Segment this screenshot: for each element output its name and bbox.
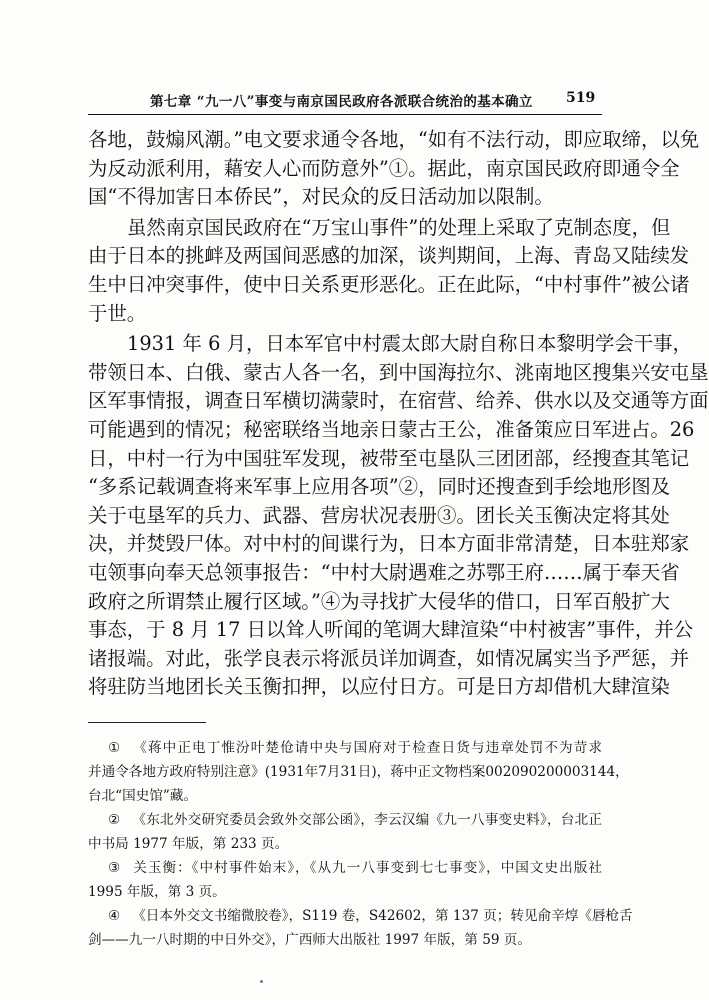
text-line: 关于屯垦军的兵力、武器、营房状况表册③。团长关玉衡决定将其处 xyxy=(88,503,670,527)
chapter-running-head: 第七章 “九一八”事变与南京国民政府各派联合统治的基本确立 xyxy=(150,94,533,110)
text-line: 诸报端。对此，张学良表示将派员详加调查，如情况属实当予严惩，并 xyxy=(88,646,690,670)
footnote-mark: ③ xyxy=(108,860,122,876)
text-line: 生中日冲突事件，使中日关系更形恶化。正在此际，“中村事件”被公诸 xyxy=(88,272,690,296)
footnotes xyxy=(88,736,633,952)
footnote-text: 剑——九一八时期的中日外交》，广西师大出版社 1997 年版，第 59 页。 xyxy=(88,932,531,948)
header-rule xyxy=(88,114,602,115)
footnote xyxy=(88,736,629,808)
footnote-text: 关玉衡：《中村事件始末》，《从九一八事变到七七事变》，中国文史出版社 xyxy=(133,860,602,876)
text-line: 可能遇到的情况；秘密联络当地亲日蒙古王公，准备策应日军进占。26 xyxy=(88,417,695,441)
footnote xyxy=(88,856,602,904)
footnote-text: 中书局 1977 年版，第 233 页。 xyxy=(88,836,289,852)
footnote xyxy=(88,904,633,952)
page-number: 519 xyxy=(566,90,596,106)
text-line: 由于日本的挑衅及两国间恶感的加深，谈判期间，上海、青岛又陆续发 xyxy=(88,244,690,268)
footnote-mark: ① xyxy=(108,740,122,756)
text-line: 国“不得加害日本侨民”，对民众的反日活动加以限制。 xyxy=(88,185,554,209)
text-line: 事态，于 8 月 17 日以耸人听闻的笔调大肆渲染“中村被害”事件，并公 xyxy=(88,618,694,642)
footnote-mark: ④ xyxy=(108,908,121,924)
text-line: 区军事情报，调查日军横切满蒙时，在宿营、给养、供水以及交通等方面 xyxy=(88,389,709,413)
footnote-text: 《蒋中正电丁惟汾叶楚伧请中央与国府对于检查日货与违章处罚不为苛求 xyxy=(133,740,603,756)
main-text xyxy=(88,126,709,702)
footnote-mark: ② xyxy=(108,812,121,828)
text-line: 1931 年 6 月，日本军官中村震太郎大尉自称日本黎明学会干事， xyxy=(127,332,692,356)
footnote-text: 《东北外交研究委员会致外交部公函》，李云汉编《九一八事变史料》，台北正 xyxy=(132,812,602,828)
text-line: 将驻防当地团长关玉衡扣押，以应付日方。可是日方却借机大肆渲染 xyxy=(88,675,670,699)
text-line: “多系记载调查将来军事上应用各项”②，同时还搜查到手绘地形图及 xyxy=(88,475,671,499)
text-line: 屯领事向奉天总领事报告：“中村大尉遇难之苏鄂王府……属于奉天省 xyxy=(88,560,680,584)
running-header xyxy=(0,86,644,114)
footnote-text: 台北“国史馆”藏。 xyxy=(88,788,198,804)
text-line: 决，并焚毁尸体。对中村的间谍行为，日本方面非常清楚，日本驻郑家 xyxy=(88,532,690,556)
text-line: 虽然南京国民政府在“万宝山事件”的处理上采取了克制态度，但 xyxy=(127,215,671,239)
text-line: 政府之所谓禁止履行区域。”④为寻找扩大侵华的借口，日军百般扩大 xyxy=(88,589,670,613)
text-line: 各地，鼓煽风潮。”电文要求通令各地，“如有不法行动，即应取缔，以免 xyxy=(88,128,700,151)
footnote-text: 《日本外交文书缩微胶卷》，S119 卷，S42602，第 137 页；转见俞辛焞《唇枪舌 xyxy=(132,908,633,924)
footnote-text: 1995 年版，第 3 页。 xyxy=(88,884,226,900)
text-line: 于世。 xyxy=(88,301,147,325)
footnote-text: 并通令各地方政府特别注意》(1931年7月31日)，蒋中正文物档案002090200003144， xyxy=(88,764,629,780)
text-line: 日，中村一行为中国驻军发现，被带至屯垦队三团团部，经搜查其笔记 xyxy=(88,446,690,470)
text-line: 带领日本、白俄、蒙古人各一名，到中国海拉尔、洮南地区搜集兴安屯垦 xyxy=(88,360,709,384)
scan-speck xyxy=(260,980,263,983)
text-line: 为反动派利用，藉安人心而防意外”①。据此，南京国民政府即通令全 xyxy=(88,156,680,180)
footnote-rule xyxy=(88,722,206,723)
footnote xyxy=(88,808,602,856)
